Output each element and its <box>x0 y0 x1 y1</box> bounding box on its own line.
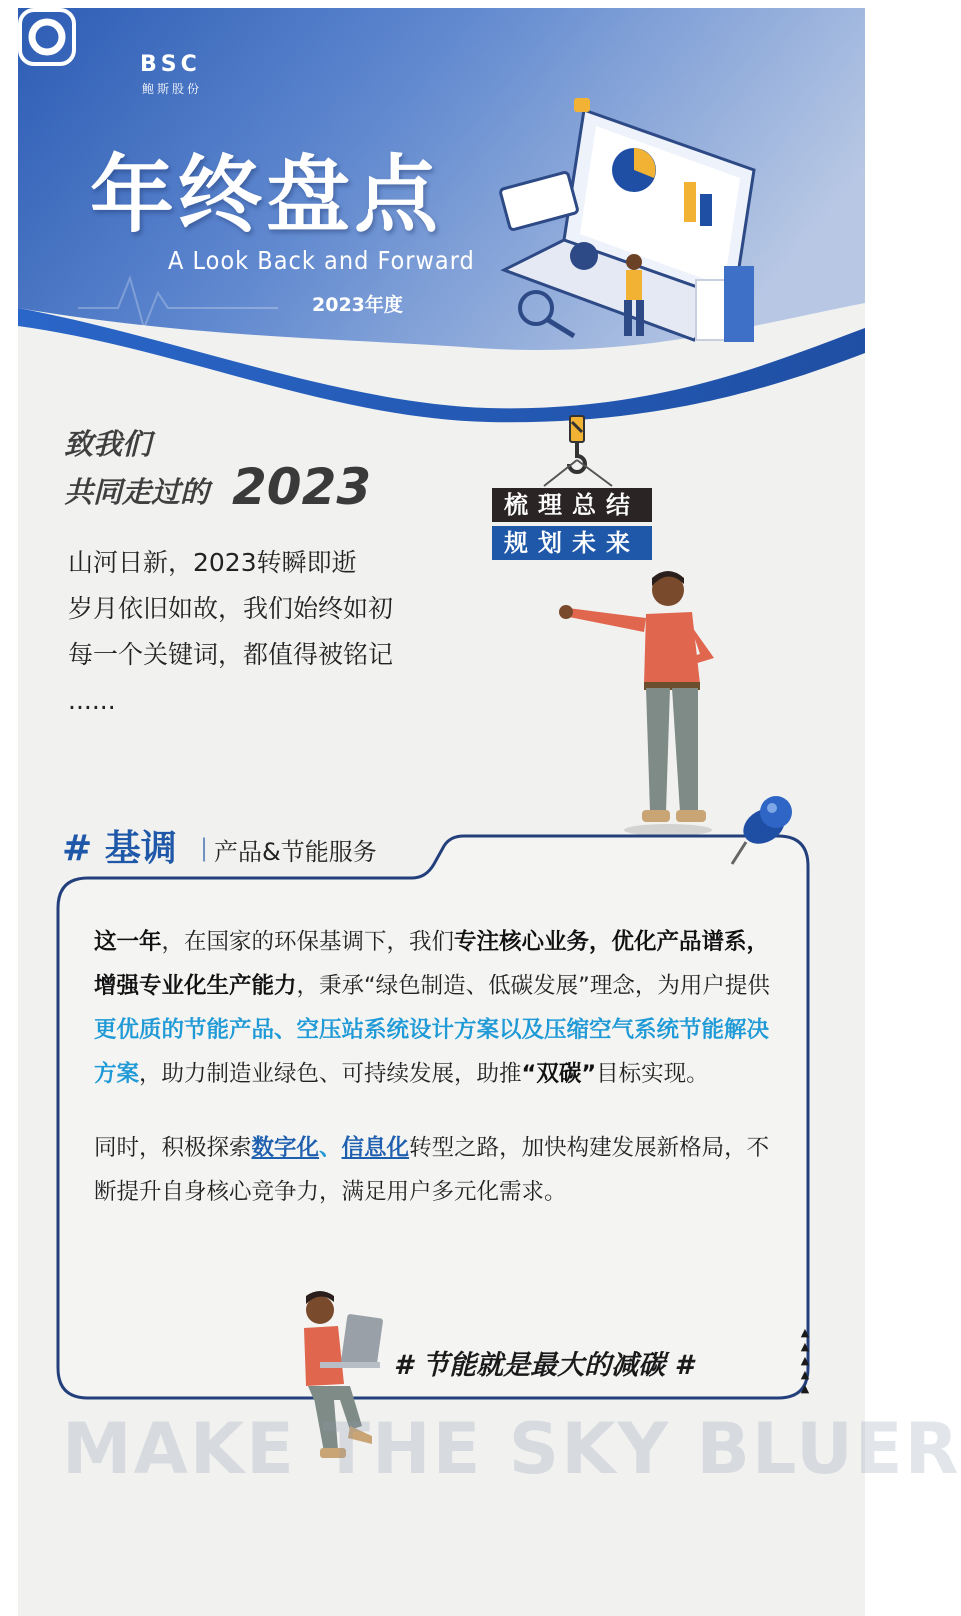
text-bold: “双碳” <box>521 1061 597 1087</box>
text-plain: 同时，积极探索 <box>94 1135 252 1161</box>
text-bold: 这一年 <box>94 929 162 955</box>
text-highlight: 、 <box>319 1135 342 1161</box>
crane-hook-icon <box>538 416 618 490</box>
year-label: 2023年度 <box>312 294 403 316</box>
slogan: # 节能就是最大的减碳 # <box>394 1350 694 1381</box>
text-bold: 专注核心业务，优化产品谱系，增强专业化生产能力 <box>94 929 770 999</box>
text-highlight-underlined: 信息化 <box>341 1135 410 1161</box>
brand-subtitle: 鲍斯股份 <box>142 82 203 96</box>
sky-watermark: MAKE THE SKY BLUER <box>62 1408 961 1490</box>
text-plain: 目标实现。 <box>596 1061 709 1087</box>
text-plain: ，秉承“绿色制造、低碳发展”理念，为用户提供 <box>296 973 770 999</box>
intro-heading-line2: 共同走过的 <box>64 475 210 509</box>
intro-heading <box>64 420 209 516</box>
sign-bottom-text: 规划未来 <box>492 526 652 560</box>
keynote-tag-label: 基调 <box>104 828 177 869</box>
bsc-logo-icon <box>18 8 76 66</box>
intro-line: 山河日新，2023转瞬即逝 <box>68 548 357 577</box>
presenter-figure <box>558 568 738 838</box>
header-banner <box>18 8 865 428</box>
pushpin-icon <box>724 790 794 870</box>
poster <box>18 8 961 1616</box>
keynote-body <box>94 920 774 1244</box>
intro-line: 每一个关键词，都值得被铭记 <box>68 640 394 669</box>
keynote-tag-subtitle: 产品&节能服务 <box>214 838 377 866</box>
text-plain: ，助力制造业绿色、可持续发展，助推 <box>139 1061 522 1087</box>
laptop-illustration <box>484 90 784 370</box>
english-subtitle: A Look Back and Forward <box>168 246 475 275</box>
intro-line: 岁月依旧如故，我们始终如初 <box>68 594 394 623</box>
keynote-tag <box>62 820 177 871</box>
intro-year: 2023 <box>232 458 372 516</box>
intro-heading-line1: 致我们 <box>64 427 152 461</box>
hash-symbol: # <box>62 828 93 869</box>
text-plain: 转型之路，加快构建发展新格局，不断提升自身核心竞争力，满足用户多元化需求。 <box>94 1135 770 1205</box>
brand-name: BSC <box>140 52 201 77</box>
hanging-sign <box>492 488 652 560</box>
text-highlight-underlined: 数字化 <box>251 1135 320 1161</box>
tag-separator: | <box>200 834 209 862</box>
sign-top-text: 梳理总结 <box>492 488 652 522</box>
page-title: 年终盘点 <box>90 146 443 244</box>
arrow-stack-icon: ▲ ▲ ▲ ▲ ▲ <box>800 1326 810 1395</box>
text-highlight: 更优质的节能产品、空压站系统设计方案以及压缩空气系统节能解决方案 <box>94 1017 770 1087</box>
intro-paragraph <box>68 540 393 724</box>
intro-line: ...... <box>68 686 116 715</box>
keynote-paragraph-1 <box>94 920 774 1096</box>
text-plain: ，在国家的环保基调下，我们 <box>161 929 455 955</box>
keynote-paragraph-2 <box>94 1126 774 1214</box>
